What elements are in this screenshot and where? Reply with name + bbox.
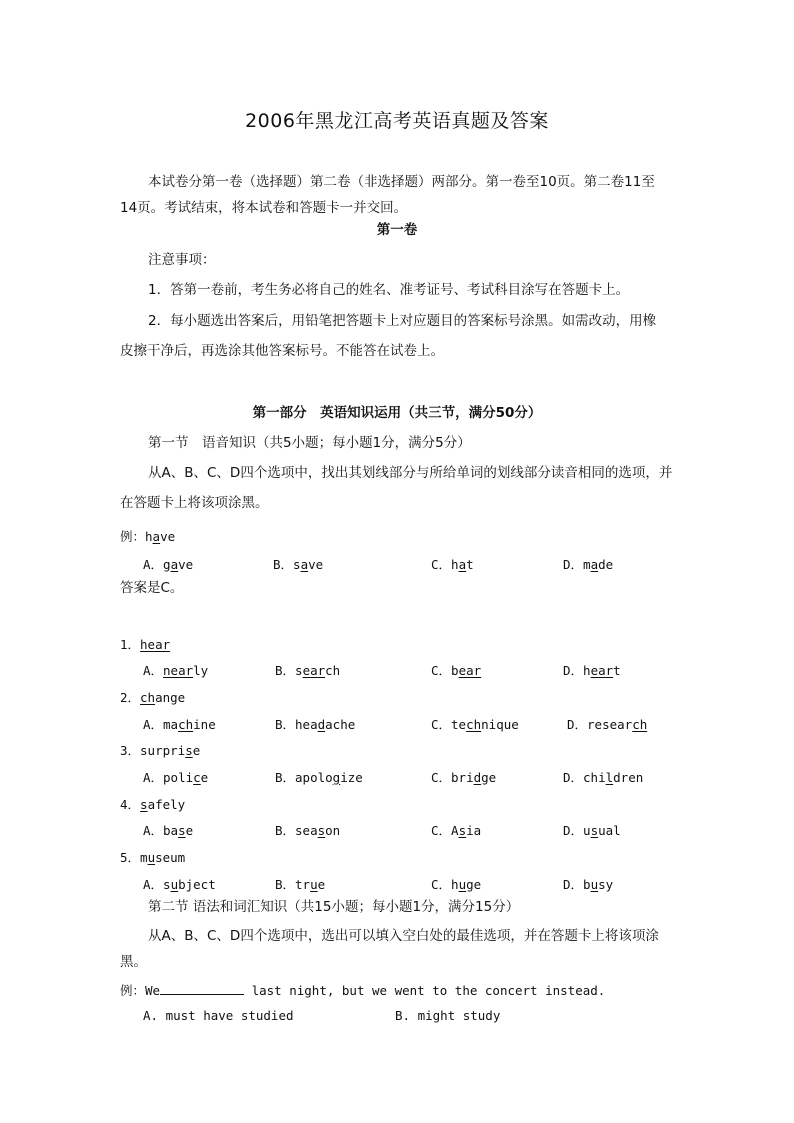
section-two-example-option-b: B. might study — [395, 1008, 501, 1023]
section-one-heading: 第一节 语音知识（共5小题；每小题1分，满分5分） — [148, 435, 471, 451]
question-2-option-a: A．machine — [143, 717, 216, 732]
example-option-a: A．gave — [143, 557, 194, 572]
section-one-instruction-line-1: 从A、B、C、D四个选项中，找出其划线部分与所给单词的划线部分读音相同的选项，并 — [148, 465, 673, 481]
intro-line-1: 本试卷分第一卷（选择题）第二卷（非选择题）两部分。第一卷至10页。第二卷11至 — [148, 174, 655, 190]
question-1-option-d: D．heart — [563, 663, 621, 678]
question-3-option-a: A．police — [143, 770, 209, 785]
question-4-option-d: D．usual — [563, 823, 621, 838]
section-two-example-option-a: A. must have studied — [143, 1008, 294, 1023]
notes-item-2-line-2: 皮擦干净后，再选涂其他答案标号。不能答在试卷上。 — [120, 343, 444, 359]
question-3-option-d: D．children — [563, 770, 644, 785]
part-one-heading: 第一部分 英语知识运用（共三节，满分50分） — [252, 405, 542, 421]
example-option-c: C．hat — [431, 557, 474, 572]
question-3-word: 3．surprise — [120, 743, 201, 758]
notes-item-1: 1．答第一卷前，考生务必将自己的姓名、准考证号、考试科目涂写在答题卡上。 — [148, 282, 630, 298]
example-answer: 答案是C。 — [120, 580, 184, 596]
question-3-option-c: C．bridge — [431, 770, 497, 785]
question-5-option-a: A．subject — [143, 877, 216, 892]
question-1-option-b: B．search — [275, 663, 341, 678]
section-one-instruction-line-2: 在答题卡上将该项涂黑。 — [120, 495, 269, 511]
section-two-heading: 第二节 语法和词汇知识（共15小题；每小题1分，满分15分） — [148, 899, 520, 915]
question-4-word: 4．safely — [120, 797, 186, 812]
section-two-instruction-line-1: 从A、B、C、D四个选项中，选出可以填入空白处的最佳选项，并在答题卡上将该项涂 — [148, 928, 659, 944]
question-2-option-d: D．research — [567, 717, 648, 732]
question-2-option-c: C．technique — [431, 717, 519, 732]
notes-item-2-line-1: 2．每小题选出答案后，用铅笔把答题卡上对应题目的答案标号涂黑。如需改动，用橡 — [148, 313, 657, 329]
page-title: 2006年黑龙江高考英语真题及答案 — [245, 110, 549, 132]
question-5-option-d: D．busy — [563, 877, 614, 892]
volume-heading: 第一卷 — [376, 222, 418, 238]
question-1-option-c: C．bear — [431, 663, 482, 678]
question-4-option-b: B．season — [275, 823, 341, 838]
question-3-option-b: B．apologize — [275, 770, 363, 785]
question-2-word: 2．change — [120, 690, 186, 705]
question-4-option-a: A．base — [143, 823, 194, 838]
answer-blank — [160, 982, 244, 995]
question-5-option-c: C．huge — [431, 877, 482, 892]
question-1-word: 1．hear — [120, 637, 171, 652]
example-option-d: D．made — [563, 557, 614, 572]
example-option-b: B．save — [273, 557, 324, 572]
intro-line-2: 14页。考试结束，将本试卷和答题卡一并交回。 — [120, 200, 408, 216]
question-5-word: 5．museum — [120, 850, 186, 865]
example-word: 例：have — [120, 529, 176, 544]
question-2-option-b: B．headache — [275, 717, 356, 732]
question-5-option-b: B．true — [275, 877, 326, 892]
section-two-instruction-line-2: 黑。 — [120, 954, 147, 970]
question-4-option-c: C．Asia — [431, 823, 482, 838]
notes-heading: 注意事项： — [148, 252, 216, 268]
section-two-example-sentence: 例：We last night, but we went to the concert instead. — [120, 983, 606, 998]
question-1-option-a: A．nearly — [143, 663, 209, 678]
